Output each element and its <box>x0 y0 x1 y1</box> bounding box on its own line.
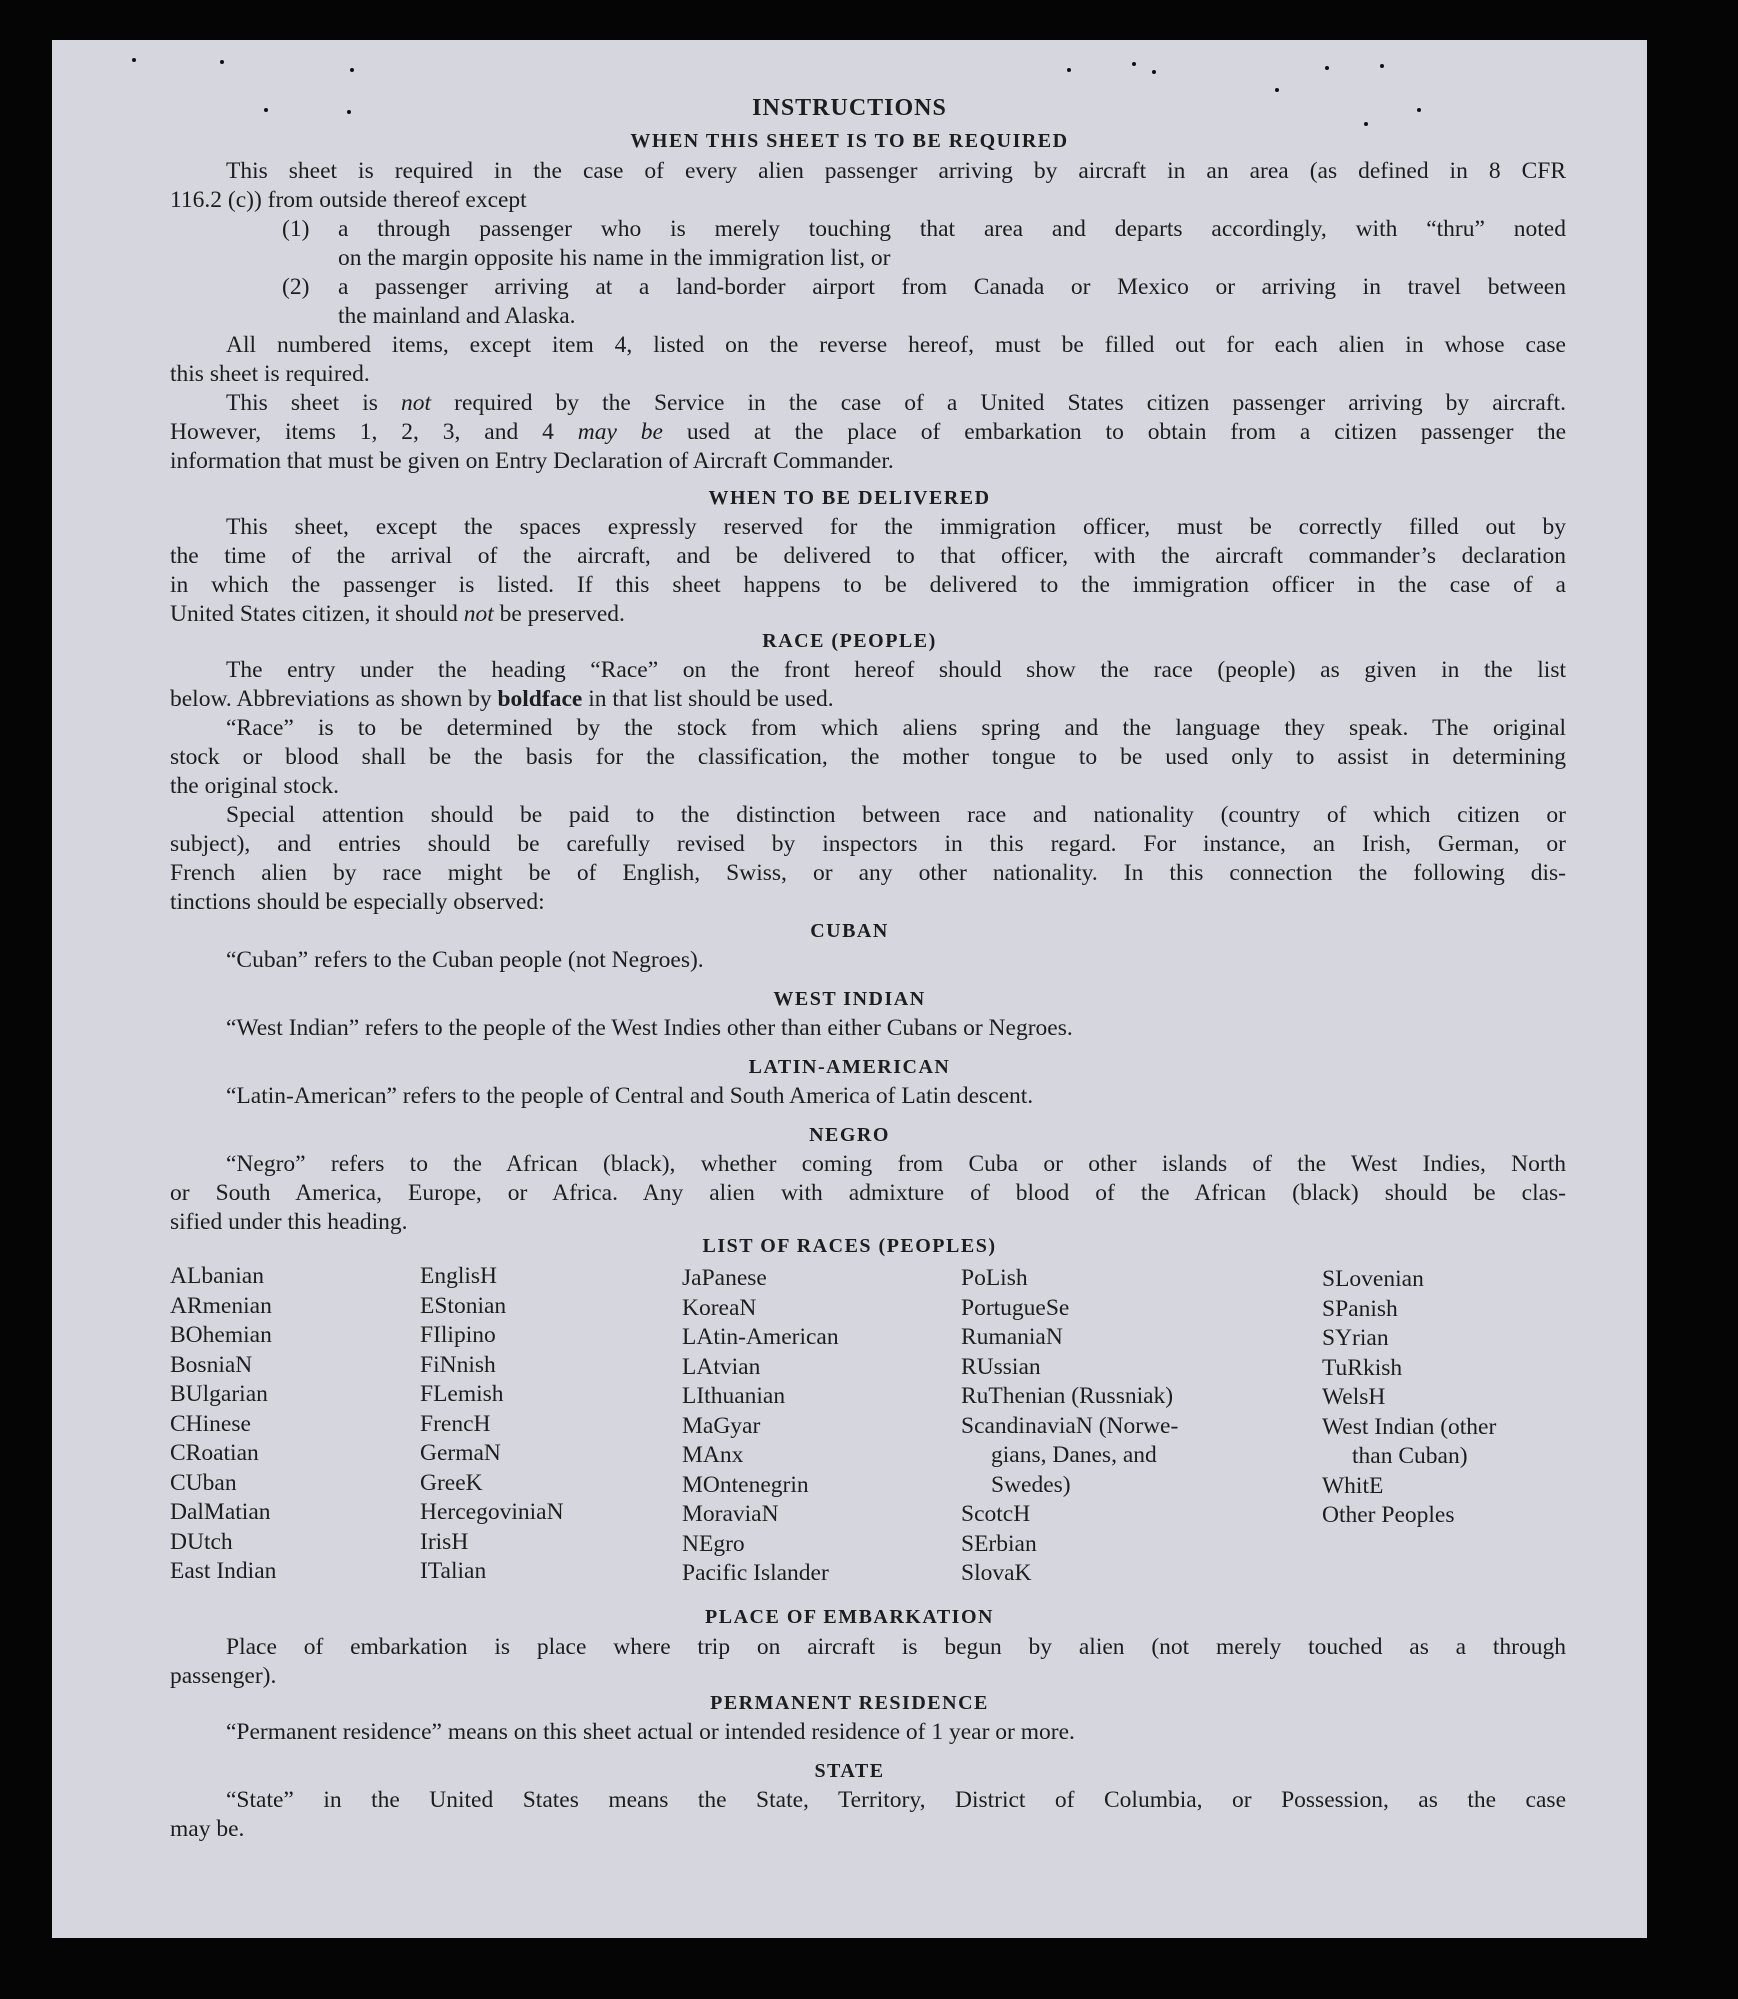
race-entry: EStonian <box>420 1292 507 1319</box>
heading-embarkation: PLACE OF EMBARKATION <box>705 1606 994 1628</box>
race-entry: IrisH <box>420 1528 469 1555</box>
item-number: (1) <box>282 216 310 242</box>
paragraph-line <box>226 389 1566 418</box>
race-entry: SErbian <box>961 1530 1037 1557</box>
paragraph-line: “Race” is to be determined by the stock from which aliens spring and the language they speak. The original <box>226 715 1566 741</box>
paragraph-line: sified under this heading. <box>170 1209 408 1235</box>
paragraph-line: the time of the arrival of the aircraft, and be delivered to that officer, with the aircraft commander’s declaration <box>170 543 1566 569</box>
heading-race: RACE (PEOPLE) <box>762 630 937 652</box>
heading-west-indian: WEST INDIAN <box>773 988 926 1010</box>
text-run: be preserved. <box>493 601 625 627</box>
race-entry: RUssian <box>961 1353 1041 1380</box>
heading-residence: PERMANENT RESIDENCE <box>710 1692 989 1714</box>
instruction-sheet <box>52 40 1647 1938</box>
race-entry: SlovaK <box>961 1560 1032 1586</box>
races-column-1 <box>170 1262 276 1587</box>
race-entry: MOntenegrin <box>682 1471 809 1498</box>
race-entry: FLemish <box>420 1381 504 1407</box>
item-line: a through passenger who is merely touching that area and departs accordingly, with “thru” noted <box>338 216 1566 242</box>
paragraph-line: This sheet is required in the case of every alien passenger arriving by aircraft in an area (as defined in 8 CFR <box>226 158 1566 184</box>
race-entry: East Indian <box>170 1558 277 1584</box>
paragraph-line: tinctions should be especially observed: <box>170 889 545 915</box>
text-run: This sheet is <box>226 390 402 416</box>
race-entry: LAtin-American <box>682 1324 839 1350</box>
race-entry: Pacific Islander <box>682 1560 829 1586</box>
race-entry: SYrian <box>1322 1325 1389 1351</box>
race-entry: NEgro <box>682 1530 745 1557</box>
paragraph-line: stock or blood shall be the basis for the classification, the mother tongue to be used only to assist in determining <box>170 744 1566 770</box>
text-run: required by the Service in the case of a United States citizen passenger arriving by aircraft. <box>431 390 1566 416</box>
item-line: on the margin opposite his name in the immigration list, or <box>338 245 891 271</box>
paragraph-line: the original stock. <box>170 773 340 799</box>
paragraph-line: This sheet, except the spaces expressly reserved for the immigration officer, must be correctly filled out by <box>226 514 1566 540</box>
race-entry: CHinese <box>170 1410 251 1437</box>
race-entry: MaGyar <box>682 1412 761 1439</box>
race-entry: West Indian (other <box>1322 1413 1497 1440</box>
race-entry: PoLish <box>961 1265 1028 1291</box>
definition-line: “Cuban” refers to the Cuban people (not Negroes). <box>226 947 704 973</box>
heading-when-delivered: WHEN TO BE DELIVERED <box>708 487 991 509</box>
text-run: used at the place of embarkation to obtain from a citizen passenger the <box>662 419 1567 445</box>
text-run: in that list should be used. <box>582 686 834 712</box>
page-title: INSTRUCTIONS <box>752 95 947 121</box>
race-entry: Swedes) <box>991 1471 1071 1498</box>
paragraph-line: French alien by race might be of English, Swiss, or any other nationality. In this connection the following dis- <box>170 860 1566 886</box>
text-run: United States citizen, it should <box>170 601 464 627</box>
heading-negro: NEGRO <box>809 1124 890 1146</box>
paragraph-line: or South America, Europe, or Africa. Any alien with admixture of blood of the African (black) should be clas- <box>170 1180 1566 1206</box>
race-entry: SLovenian <box>1322 1266 1424 1292</box>
race-entry: FiNnish <box>420 1351 496 1378</box>
paragraph-line: “State” in the United States means the State, Territory, District of Columbia, or Possession, as the case <box>226 1787 1566 1813</box>
race-entry: MAnx <box>682 1442 744 1468</box>
race-entry: KoreaN <box>682 1294 757 1321</box>
paragraph-line: Place of embarkation is place where trip on aircraft is begun by alien (not merely touched as a through <box>226 1634 1566 1660</box>
item-line: a passenger arriving at a land-border airport from Canada or Mexico or arriving in travel between <box>338 274 1566 300</box>
heading-when-required: WHEN THIS SHEET IS TO BE REQUIRED <box>630 130 1069 152</box>
race-entry: CRoatian <box>170 1440 259 1466</box>
text-run: below. Abbreviations as shown by <box>170 686 498 712</box>
race-entry: WhitE <box>1322 1472 1384 1499</box>
paragraph-line: information that must be given on Entry Declaration of Aircraft Commander. <box>170 448 894 474</box>
races-column-2 <box>420 1262 564 1587</box>
heading-cuban: CUBAN <box>810 920 889 942</box>
race-entry: RuThenian (Russniak) <box>961 1383 1174 1409</box>
race-entry: TuRkish <box>1322 1354 1403 1381</box>
races-column-3 <box>682 1264 839 1589</box>
paragraph-line: All numbered items, except item 4, listed on the reverse hereof, must be filled out for each alien in whose case <box>226 332 1566 358</box>
race-entry: GermaN <box>420 1440 501 1466</box>
paragraph-line: in which the passenger is listed. If this sheet happens to be delivered to the immigration officer in the case of a <box>170 572 1566 598</box>
paragraph-line: subject), and entries should be carefully revised by inspectors in this regard. For instance, an Irish, German, or <box>170 831 1566 857</box>
race-entry: BosniaN <box>170 1351 253 1378</box>
race-entry: CUban <box>170 1469 237 1496</box>
heading-list-of-races: LIST OF RACES (PEOPLES) <box>702 1235 997 1257</box>
race-entry: Other Peoples <box>1322 1502 1455 1528</box>
heading-state: STATE <box>814 1760 885 1782</box>
race-entry: ScotcH <box>961 1501 1031 1527</box>
race-entry: GreeK <box>420 1469 483 1496</box>
paragraph-line: Special attention should be paid to the distinction between race and nationality (country of which citizen or <box>226 802 1566 828</box>
race-entry: FIlipino <box>420 1322 496 1348</box>
race-entry: MoraviaN <box>682 1501 779 1527</box>
race-entry: DUtch <box>170 1528 233 1555</box>
race-entry: HercegoviniaN <box>420 1499 564 1525</box>
scan-speck <box>1275 88 1279 92</box>
definition-line: “Permanent residence” means on this sheet actual or intended residence of 1 year or more. <box>226 1719 1075 1745</box>
emphasis: not <box>401 390 432 416</box>
race-entry: ScandinaviaN (Norwe- <box>961 1412 1179 1439</box>
race-entry: LAtvian <box>682 1353 761 1380</box>
race-entry: than Cuban) <box>1352 1443 1468 1469</box>
scan-speck <box>1132 62 1136 66</box>
race-entry: ALbanian <box>170 1263 264 1289</box>
race-entry: RumaniaN <box>961 1324 1063 1350</box>
scan-speck <box>220 60 224 64</box>
scan-speck <box>350 68 354 72</box>
text-run: However, items 1, 2, 3, and 4 <box>170 419 578 445</box>
item-line: the mainland and Alaska. <box>338 303 576 329</box>
race-entry: SPanish <box>1322 1295 1398 1322</box>
race-entry: gians, Danes, and <box>991 1442 1157 1468</box>
emphasis: not <box>463 601 494 627</box>
race-entry: EnglisH <box>420 1263 498 1289</box>
race-entry: BOhemian <box>170 1322 272 1348</box>
paragraph-line: this sheet is required. <box>170 361 370 387</box>
races-column-4 <box>961 1264 1178 1589</box>
item-number: (2) <box>282 274 310 300</box>
paragraph-line: 116.2 (c)) from outside thereof except <box>170 187 527 213</box>
race-entry: WelsH <box>1322 1384 1386 1410</box>
race-entry: PortugueSe <box>961 1294 1070 1321</box>
races-column-5 <box>1322 1265 1496 1531</box>
paragraph-line: “Negro” refers to the African (black), whether coming from Cuba or other islands of the West Indies, North <box>226 1151 1566 1177</box>
race-entry: DalMatian <box>170 1499 271 1525</box>
race-entry: JaPanese <box>682 1265 767 1291</box>
emphasis: may be <box>577 419 663 445</box>
heading-latin-american: LATIN-AMERICAN <box>748 1056 951 1078</box>
bold-term: boldface <box>497 686 583 712</box>
race-entry: BUlgarian <box>170 1381 268 1407</box>
race-entry: ARmenian <box>170 1292 272 1319</box>
paragraph-line <box>170 600 625 629</box>
paragraph-line: may be. <box>170 1816 245 1842</box>
paragraph-line: The entry under the heading “Race” on the front hereof should show the race (people) as given in the list <box>226 657 1566 683</box>
race-entry: ITalian <box>420 1558 487 1584</box>
definition-line: “West Indian” refers to the people of the West Indies other than either Cubans or Negroes. <box>226 1015 1073 1041</box>
scan-speck <box>132 58 136 62</box>
scan-speck <box>1364 122 1368 126</box>
scan-speck <box>1380 64 1384 68</box>
scan-speck <box>1325 66 1329 70</box>
race-entry: FrencH <box>420 1410 491 1437</box>
race-entry: LIthuanian <box>682 1383 786 1409</box>
paragraph-line <box>170 418 1566 447</box>
scan-speck <box>1152 70 1156 74</box>
paragraph-line <box>170 685 834 714</box>
definition-line: “Latin-American” refers to the people of Central and South America of Latin descent. <box>226 1083 1034 1109</box>
scan-speck <box>1067 68 1071 72</box>
paragraph-line: passenger). <box>170 1663 277 1689</box>
